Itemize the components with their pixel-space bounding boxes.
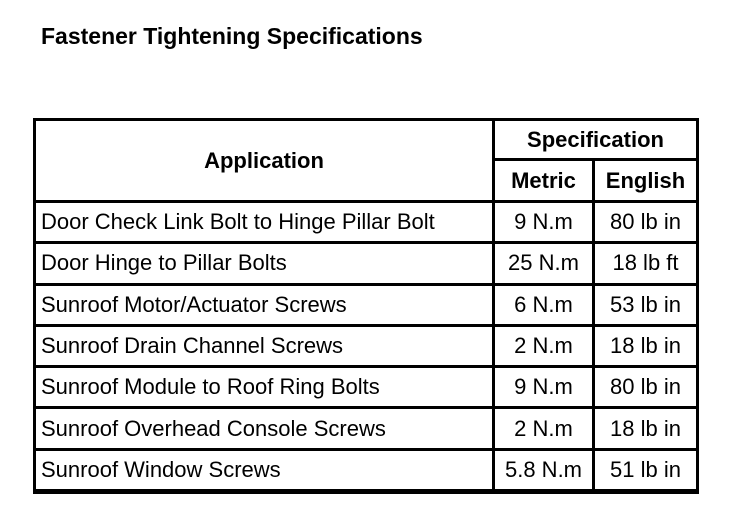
application-cell: Door Hinge to Pillar Bolts <box>36 244 492 282</box>
header-application: Application <box>36 121 492 200</box>
metric-cell: 5.8 N.m <box>495 451 592 489</box>
english-cell: 18 lb in <box>595 409 696 447</box>
application-cell: Sunroof Overhead Console Screws <box>36 409 492 447</box>
metric-cell: 9 N.m <box>495 203 592 241</box>
header-metric: Metric <box>495 161 592 200</box>
application-cell: Sunroof Window Screws <box>36 451 492 489</box>
metric-cell: 6 N.m <box>495 286 592 324</box>
application-cell: Sunroof Drain Channel Screws <box>36 327 492 365</box>
english-cell: 51 lb in <box>595 451 696 489</box>
application-cell: Door Check Link Bolt to Hinge Pillar Bolt <box>36 203 492 241</box>
application-cell: Sunroof Module to Roof Ring Bolts <box>36 368 492 406</box>
english-cell: 80 lb in <box>595 203 696 241</box>
document-title: Fastener Tightening Specifications <box>41 23 423 49</box>
header-english: English <box>595 161 696 200</box>
english-cell: 80 lb in <box>595 368 696 406</box>
header-specification: Specification <box>495 121 696 158</box>
metric-cell: 25 N.m <box>495 244 592 282</box>
application-cell: Sunroof Motor/Actuator Screws <box>36 286 492 324</box>
metric-cell: 9 N.m <box>495 368 592 406</box>
metric-cell: 2 N.m <box>495 409 592 447</box>
fastener-spec-table <box>33 118 699 494</box>
metric-cell: 2 N.m <box>495 327 592 365</box>
english-cell: 53 lb in <box>595 286 696 324</box>
english-cell: 18 lb ft <box>595 244 696 282</box>
english-cell: 18 lb in <box>595 327 696 365</box>
